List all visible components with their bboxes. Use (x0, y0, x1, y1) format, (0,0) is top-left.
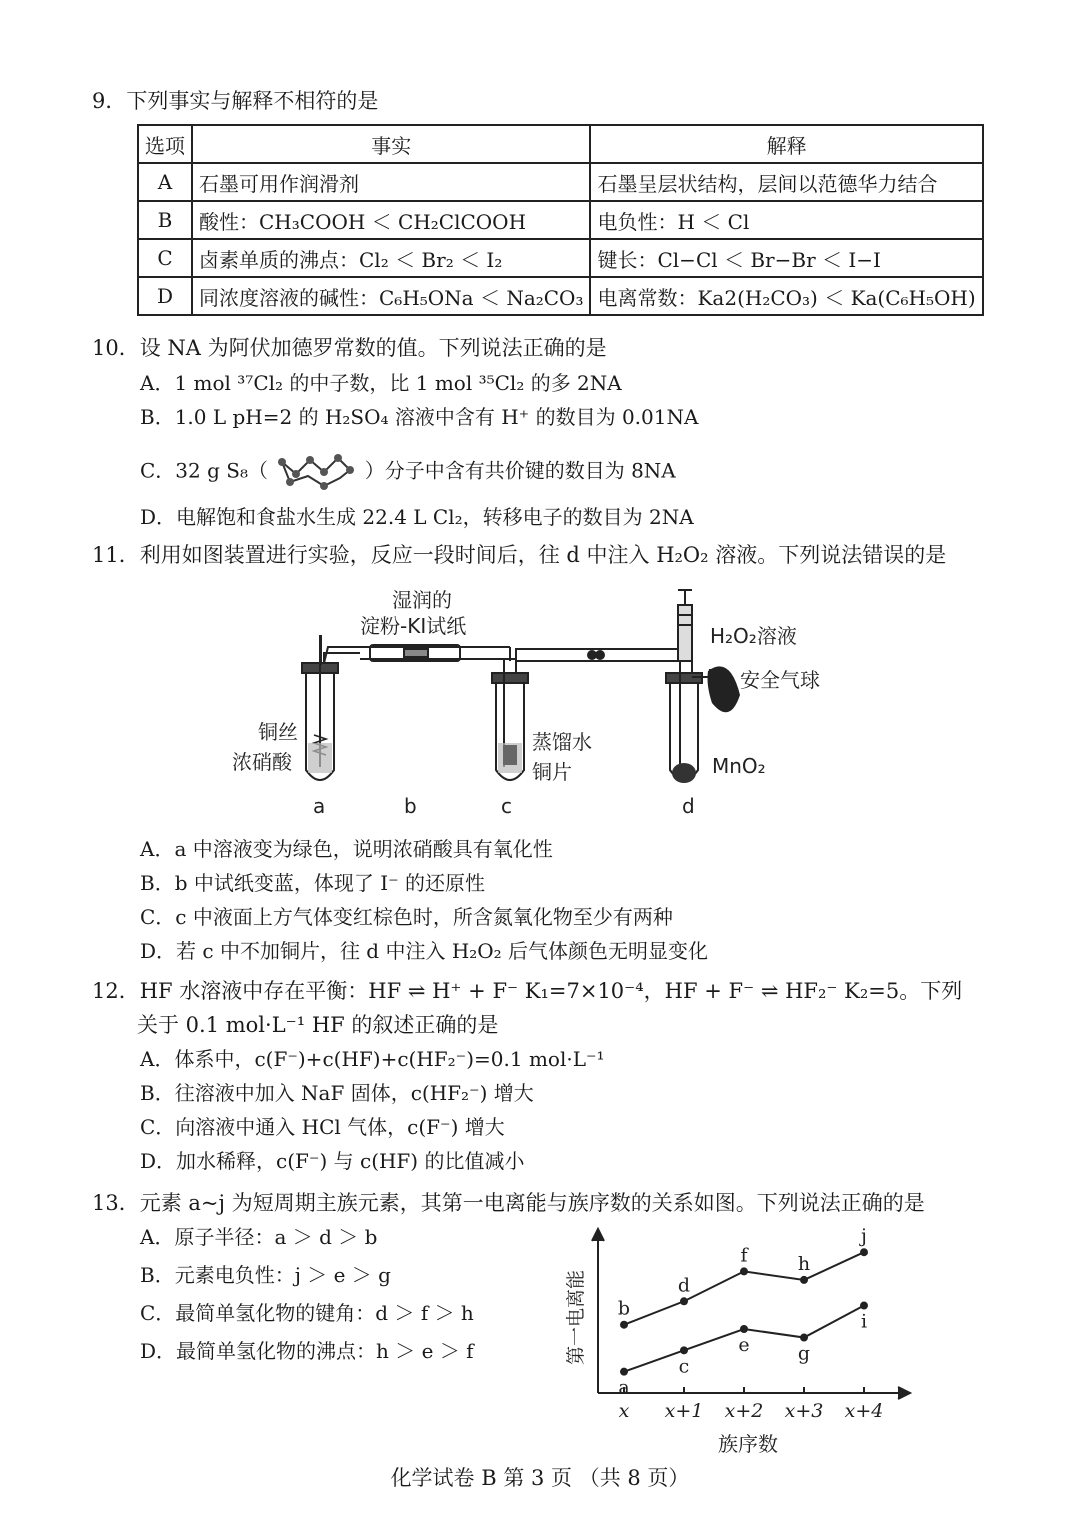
data-point-h (800, 1276, 808, 1284)
safety-balloon (708, 666, 741, 712)
point-label: e (738, 1334, 750, 1356)
label-paper-1: 湿润的 (392, 588, 452, 612)
table-row (138, 239, 983, 277)
data-point-c (680, 1346, 688, 1354)
point-label: j (861, 1225, 867, 1248)
x-axis-arrow (898, 1387, 910, 1399)
row-explain: 电负性：H ＜ Cl (590, 201, 982, 239)
x-tick-label: x+3 (784, 1400, 824, 1422)
q9-table (137, 124, 984, 316)
data-point-a (620, 1368, 628, 1376)
point-label: c (678, 1355, 690, 1378)
label-copper-sheet: 铜片 (532, 760, 572, 784)
x-tick-label: x (618, 1400, 630, 1422)
row-fact: 酸性：CH₃COOH ＜ CH₂ClCOOH (192, 201, 590, 239)
data-point-j (860, 1248, 868, 1256)
label-conc-acid: 浓硝酸 (232, 750, 292, 774)
q12-stem-line2: 关于 0.1 mol·L⁻¹ HF 的叙述正确的是 (137, 1013, 499, 1037)
label-balloon: 安全气球 (740, 668, 820, 692)
point-label: g (797, 1342, 811, 1365)
q11-stem: 11．利用如图装置进行实验，反应一段时间后，往 d 中注入 H₂O₂ 溶液。下列说法错误的是 (92, 543, 947, 567)
row-fact: 石墨可用作润滑剂 (192, 163, 590, 201)
data-point-i (860, 1302, 868, 1310)
point-label: a (618, 1376, 630, 1399)
row-explain: 键长：Cl−Cl ＜ Br−Br ＜ I−I (590, 239, 982, 277)
y-axis-arrow (592, 1229, 604, 1241)
data-point-e (740, 1325, 748, 1333)
q11-option-d: D．若 c 中不加铜片，往 d 中注入 H₂O₂ 后气体颜色无明显变化 (140, 939, 709, 963)
q12-stem-line1: 12．HF 水溶液中存在平衡：HF ⇌ H⁺ + F⁻ K₁=7×10⁻⁴，HF + F⁻ ⇌ HF₂⁻ K₂=5。下列 (92, 979, 963, 1003)
q10-option-c-head: C．32 g S₈（ (140, 458, 268, 483)
x-tick-label: x+4 (844, 1400, 884, 1422)
q12-option-d: D．加水稀释，c(F⁻) 与 c(HF) 的比值减小 (140, 1149, 525, 1173)
q11-apparatus-figure (220, 585, 860, 825)
q11-option-a: A．a 中溶液变为绿色，说明浓硝酸具有氧化性 (140, 837, 553, 861)
row-explain: 石墨呈层状结构，层间以范德华力结合 (590, 163, 982, 201)
q10-option-c (140, 452, 676, 492)
label-copper-wire: 铜丝 (258, 720, 298, 744)
table-header: 解释 (590, 125, 982, 163)
q12-option-a: A．体系中，c(F⁻)+c(HF)+c(HF₂⁻)=0.1 mol·L⁻¹ (140, 1047, 605, 1071)
y-axis-label: 第一电离能 (565, 1269, 587, 1365)
point-label: i (860, 1310, 868, 1333)
s8-molecule-icon (274, 452, 358, 492)
q12-option-c: C．向溶液中通入 HCl 气体，c(F⁻) 增大 (140, 1115, 505, 1139)
q13-stem: 13．元素 a~j 为短周期主族元素，其第一电离能与族序数的关系如图。下列说法正确的是 (92, 1191, 925, 1215)
ionization-energy-chart (548, 1225, 928, 1460)
x-axis-label: 族序数 (718, 1432, 778, 1456)
table-header: 事实 (192, 125, 590, 163)
data-point-d (680, 1297, 688, 1305)
point-label: f (740, 1244, 748, 1267)
row-option: D (138, 277, 192, 315)
table-header: 选项 (138, 125, 192, 163)
point-label: h (797, 1252, 811, 1275)
q10-option-d: D．电解饱和食盐水生成 22.4 L Cl₂，转移电子的数目为 2NA (140, 505, 694, 529)
label-b: b (404, 794, 417, 818)
row-option: A (138, 163, 192, 201)
x-tick-label: x+1 (664, 1400, 704, 1422)
row-fact: 卤素单质的沸点：Cl₂ ＜ Br₂ ＜ I₂ (192, 239, 590, 277)
label-d: d (682, 794, 695, 818)
q12-option-b: B．往溶液中加入 NaF 固体，c(HF₂⁻) 增大 (140, 1081, 534, 1105)
data-point-g (800, 1334, 808, 1342)
label-mno2: MnO₂ (712, 754, 766, 778)
row-option: B (138, 201, 192, 239)
row-option: C (138, 239, 192, 277)
table-row (138, 163, 983, 201)
label-a: a (313, 794, 326, 818)
label-water: 蒸馏水 (532, 730, 592, 754)
row-fact: 同浓度溶液的碱性：C₆H₅ONa ＜ Na₂CO₃ (192, 277, 590, 315)
row-explain: 电离常数：Ka2(H₂CO₃) ＜ Ka(C₆H₅OH) (590, 277, 982, 315)
table-row (138, 201, 983, 239)
label-h2o2: H₂O₂溶液 (710, 624, 797, 648)
q10-option-a: A．1 mol ³⁷Cl₂ 的中子数，比 1 mol ³⁵Cl₂ 的多 2NA (140, 371, 622, 395)
q13-option-b: B．元素电负性：j ＞ e ＞ g (140, 1263, 391, 1287)
data-point-f (740, 1267, 748, 1275)
data-point-b (620, 1321, 628, 1329)
table-row (138, 277, 983, 315)
q10-stem: 10．设 NA 为阿伏加德罗常数的值。下列说法正确的是 (92, 336, 607, 360)
q10-option-b: B．1.0 L pH=2 的 H₂SO₄ 溶液中含有 H⁺ 的数目为 0.01NA (140, 405, 699, 429)
q13-option-d: D．最简单氢化物的沸点：h ＞ e ＞ f (140, 1339, 474, 1363)
q13-option-c: C．最简单氢化物的键角：d ＞ f ＞ h (140, 1301, 474, 1325)
point-label: d (677, 1274, 691, 1297)
x-tick-label: x+2 (724, 1400, 764, 1422)
q9-stem: 9．下列事实与解释不相符的是 (92, 89, 379, 113)
q11-option-c: C．c 中液面上方气体变红棕色时，所含氮氧化物至少有两种 (140, 905, 673, 929)
page-footer: 化学试卷 B 第 3 页 （共 8 页） (390, 1466, 690, 1490)
point-label: b (617, 1297, 631, 1320)
q10-option-c-tail: ）分子中含有共价键的数目为 8NA (364, 458, 676, 483)
q11-option-b: B．b 中试纸变蓝，体现了 I⁻ 的还原性 (140, 871, 486, 895)
q13-option-a: A．原子半径：a ＞ d ＞ b (140, 1225, 378, 1249)
label-c: c (501, 794, 512, 818)
label-paper-2: 淀粉-KI试纸 (360, 614, 467, 638)
